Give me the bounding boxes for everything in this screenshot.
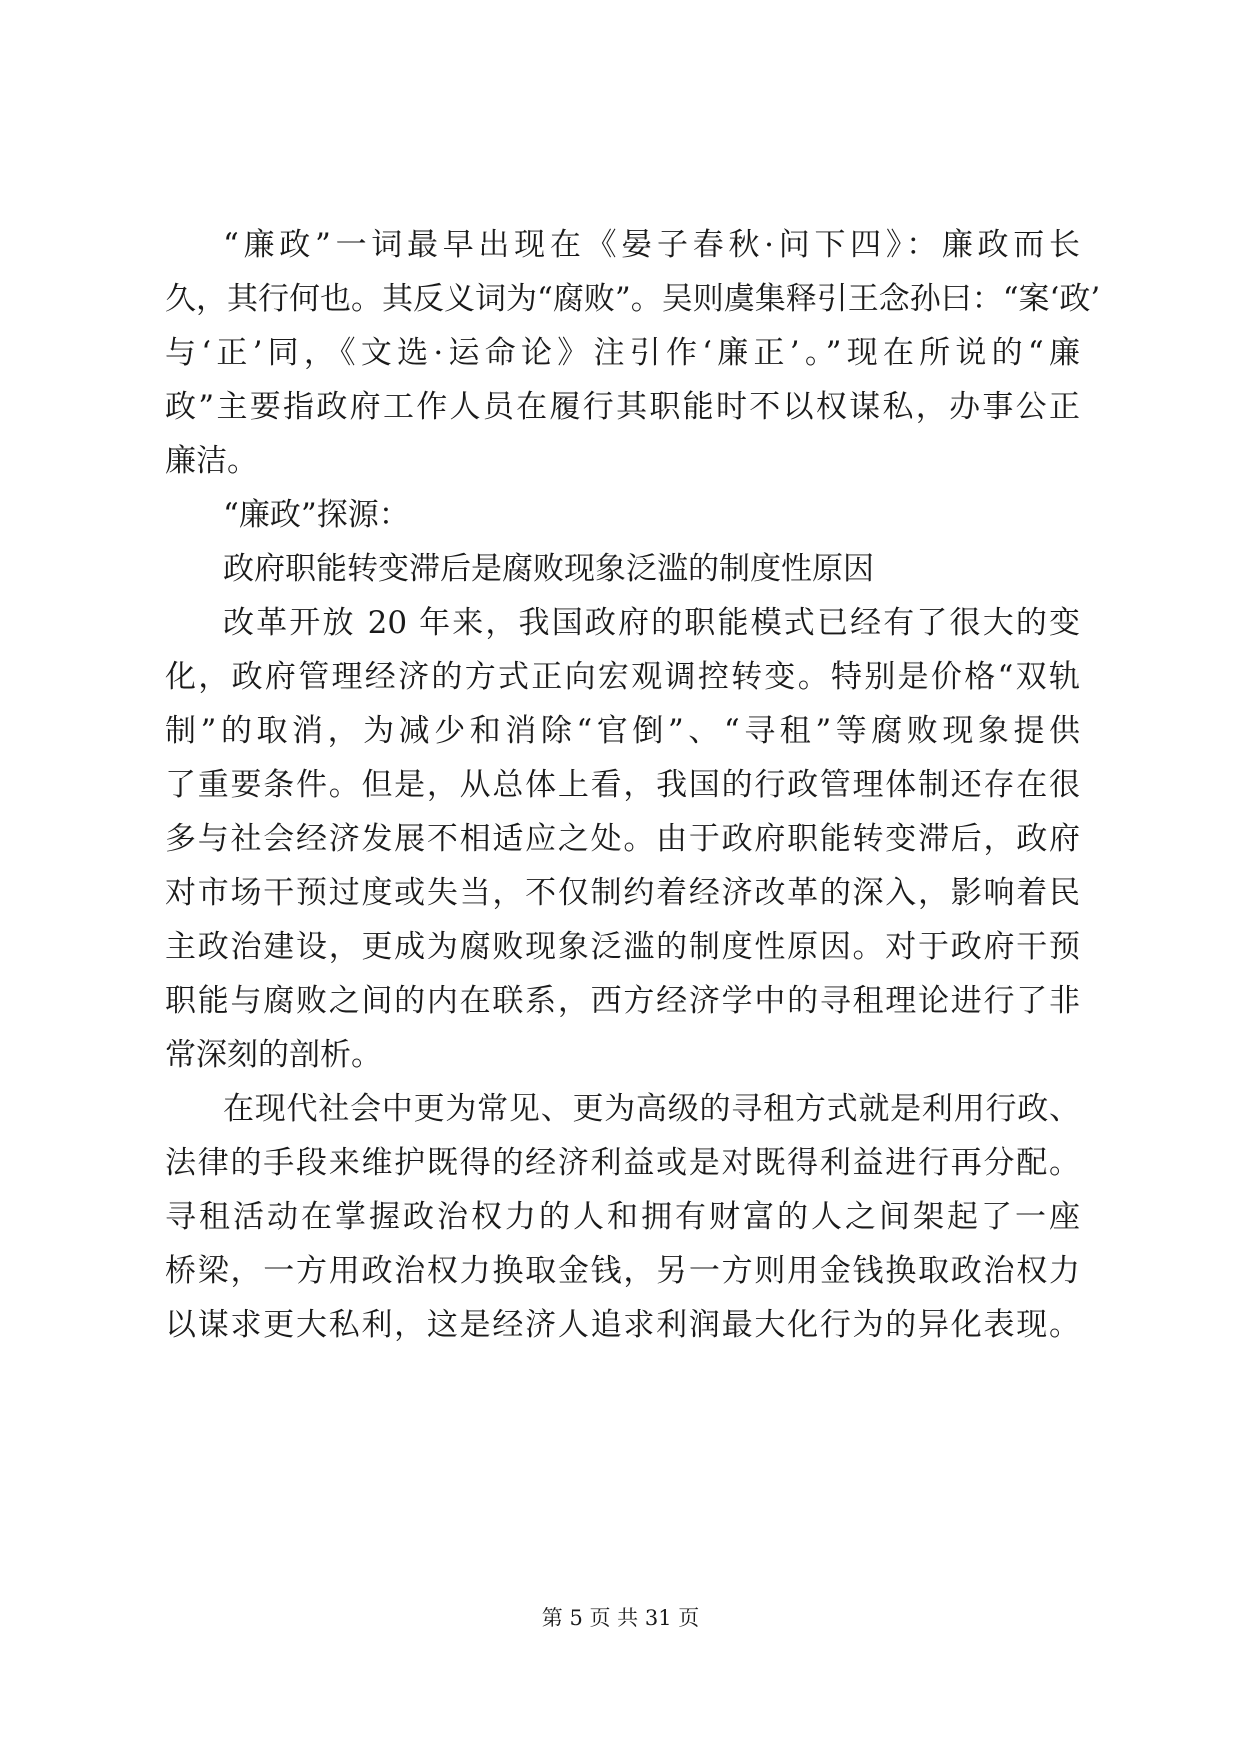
text-line: “廉政”一词最早出现在《晏子春秋·问下四》：廉政而长 [223, 227, 1080, 263]
text-line: 寻租活动在掌握政治权力的人和拥有财富的人之间架起了一座 [165, 1199, 1080, 1235]
text-line: 化，政府管理经济的方式正向宏观调控转变。特别是价格“双轨 [165, 659, 1080, 695]
text-line: 以谋求更大私利，这是经济人追求利润最大化行为的异化表现。 [165, 1307, 1080, 1343]
text-line: 职能与腐败之间的内在联系，西方经济学中的寻租理论进行了非 [165, 983, 1080, 1019]
section-heading: “廉政”探源： [223, 497, 410, 533]
text-line: 主政治建设，更成为腐败现象泛滥的制度性原因。对于政府干预 [165, 929, 1080, 965]
text-line: 法律的手段来维护既得的经济利益或是对既得利益进行再分配。 [165, 1145, 1080, 1181]
text-line: 了重要条件。但是，从总体上看，我国的行政管理体制还存在很 [165, 767, 1080, 803]
section-subheading: 政府职能转变滞后是腐败现象泛滥的制度性原因 [223, 551, 874, 587]
text-line: 常深刻的剖析。 [165, 1037, 382, 1073]
text-line: 对市场干预过度或失当，不仅制约着经济改革的深入，影响着民 [165, 875, 1080, 911]
page-number-footer: 第 5 页 共 31 页 [541, 1606, 700, 1630]
text-line: 政”主要指政府工作人员在履行其职能时不以权谋私，办事公正 [165, 389, 1080, 425]
text-line: 改革开放 20 年来，我国政府的职能模式已经有了很大的变 [223, 605, 1080, 641]
text-line: 廉洁。 [165, 443, 258, 479]
text-line: 与‘正’同，《文选·运命论》注引作‘廉正’。”现在所说的“廉 [165, 335, 1080, 371]
text-line: 久，其行何也。其反义词为“腐败”。吴则虞集释引王念孙曰：“案‘政’ [165, 281, 1101, 317]
text-line: 多与社会经济发展不相适应之处。由于政府职能转变滞后，政府 [165, 821, 1080, 857]
text-line: 制”的取消，为减少和消除“官倒”、“寻租”等腐败现象提供 [165, 713, 1080, 749]
text-line: 桥梁，一方用政治权力换取金钱，另一方则用金钱换取政治权力 [165, 1253, 1080, 1289]
text-line: 在现代社会中更为常见、更为高级的寻租方式就是利用行政、 [223, 1091, 1080, 1127]
